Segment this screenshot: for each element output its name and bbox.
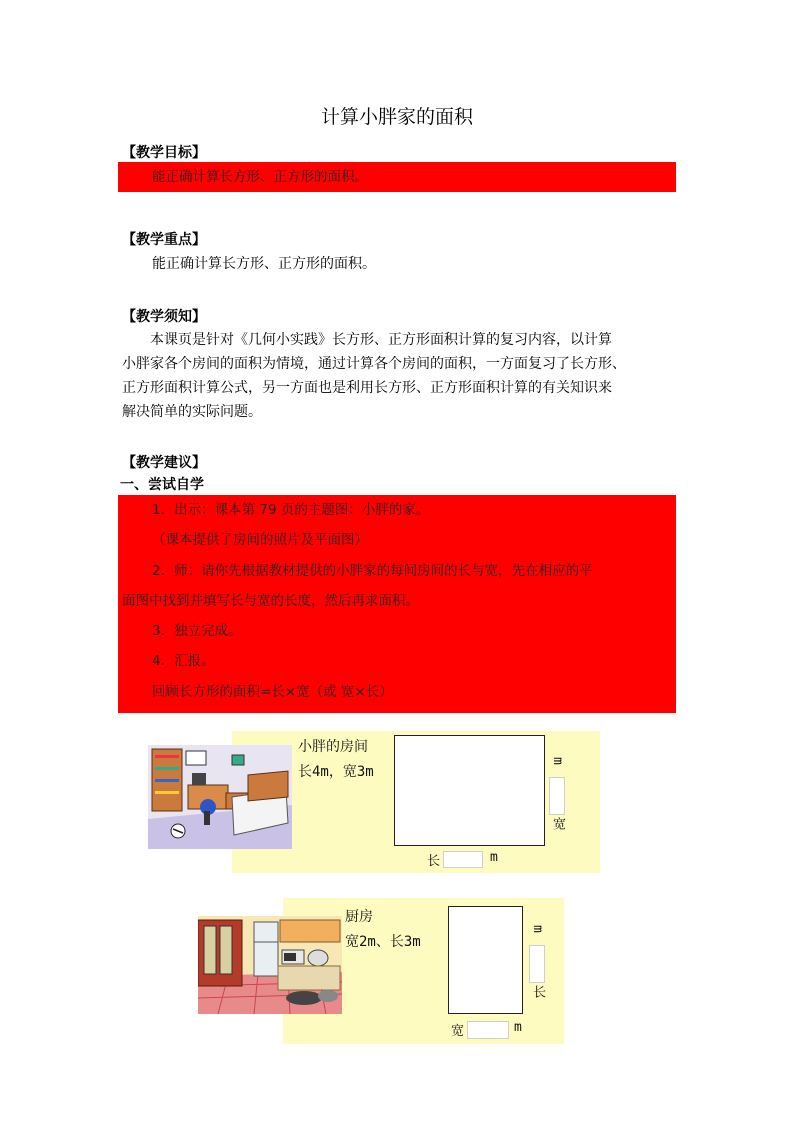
objective-text: 能正确计算长方形、正方形的面积。: [152, 169, 368, 185]
bedroom-side-label: 宽: [550, 817, 565, 830]
suggestion-line: 回顾长方形的面积=长×宽（或 宽×长）: [152, 683, 393, 700]
kitchen-length-field[interactable]: [529, 945, 545, 983]
keypoint-text: 能正确计算长方形、正方形的面积。: [152, 256, 376, 272]
kitchen-side-unit: m: [530, 925, 545, 933]
bedroom-plan-rectangle: [394, 735, 545, 846]
bedroom-name: 小胖的房间: [298, 739, 368, 755]
notes-heading: 【教学须知】: [122, 309, 206, 325]
kitchen-side-label: 长: [530, 985, 545, 998]
kitchen-label: [345, 906, 421, 953]
bedroom-bottom-label: 长: [427, 854, 441, 869]
suggestion-line: 3．独立完成。: [152, 623, 242, 640]
kitchen-plan-rectangle: [448, 906, 523, 1014]
keypoint-heading: 【教学重点】: [122, 232, 206, 248]
bedroom-illustration: [148, 745, 292, 849]
bedroom-side-unit: m: [550, 757, 565, 765]
bedroom-label: [298, 736, 374, 783]
suggestion-line: 2．师：请你先根据教材提供的小胖家的每间房间的长与宽，先在相应的平: [152, 562, 593, 579]
objective-highlight: [118, 162, 676, 192]
suggestion-line: 1．出示：课本第 79 页的主题图：小胖的家。: [152, 502, 430, 518]
suggestion-highlight: [118, 495, 676, 713]
suggestion-line: 面图中找到并填写长与宽的长度，然后再求面积。: [122, 592, 419, 609]
suggestion-subheading: 一、尝试自学: [120, 477, 204, 493]
objective-heading: 【教学目标】: [122, 145, 206, 161]
kitchen-bottom-unit: m: [514, 1020, 522, 1035]
kitchen-width-field[interactable]: [467, 1021, 509, 1039]
bedroom-size: 长4m，宽3m: [298, 764, 374, 780]
kitchen-size: 宽2m、长3m: [345, 934, 421, 950]
notes-paragraph: [122, 328, 678, 424]
notes-line: 解决简单的实际问题。: [122, 404, 262, 420]
notes-line: 小胖家各个房间的面积为情境，通过计算各个房间的面积，一方面复习了长方形、: [122, 356, 626, 372]
kitchen-name: 厨房: [345, 909, 373, 925]
notes-line: 正方形面积计算公式，另一方面也是利用长方形、正方形面积计算的有关知识来: [122, 380, 612, 396]
suggestion-line: 4．汇报。: [152, 653, 215, 670]
suggestion-heading: 【教学建议】: [122, 455, 206, 471]
suggestion-line: （课本提供了房间的照片及平面图）: [152, 532, 368, 549]
bedroom-length-field[interactable]: [443, 851, 483, 868]
kitchen-illustration: [198, 916, 342, 1014]
kitchen-bottom-label: 宽: [451, 1024, 465, 1039]
bedroom-width-field[interactable]: [549, 777, 565, 815]
bedroom-bottom-unit: m: [490, 850, 498, 865]
notes-line: 本课页是针对《几何小实践》长方形、正方形面积计算的复习内容，以计算: [150, 332, 612, 348]
page-title: 计算小胖家的面积: [320, 106, 473, 128]
